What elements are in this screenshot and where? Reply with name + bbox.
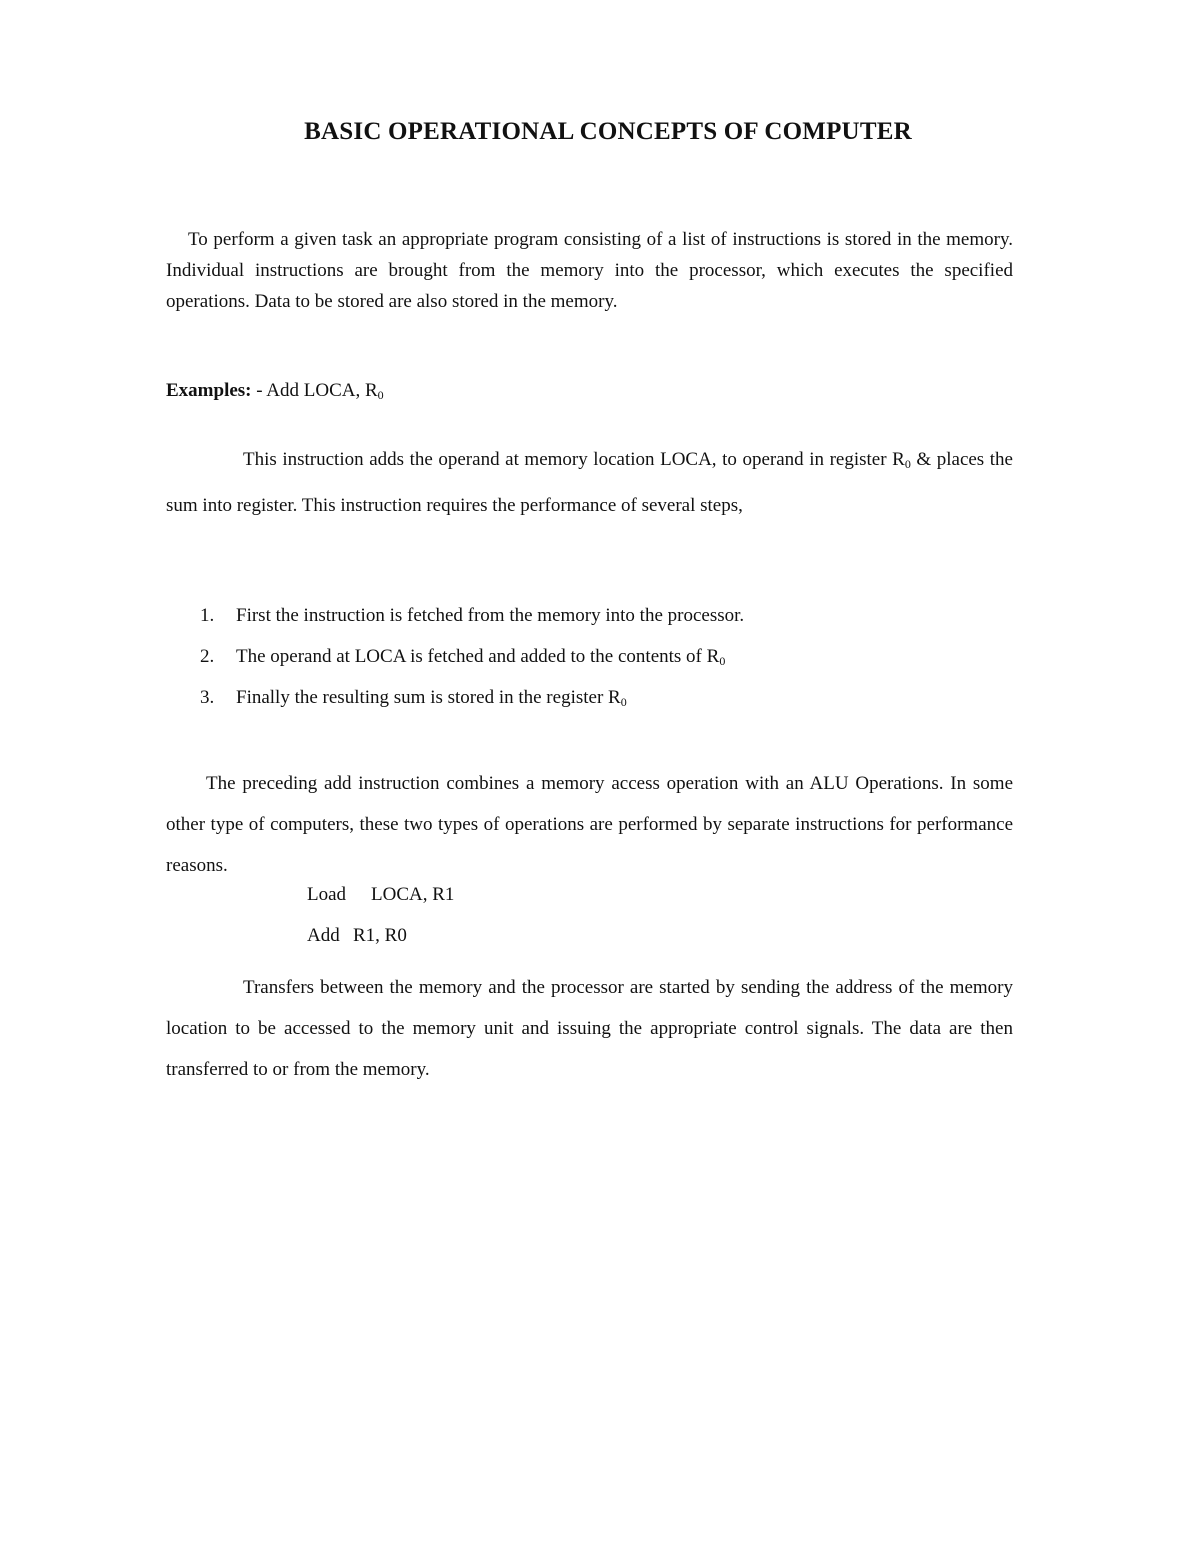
document-title: BASIC OPERATIONAL CONCEPTS OF COMPUTER [304, 118, 912, 145]
code-line [307, 925, 707, 947]
transfers-paragraph [166, 967, 1013, 1090]
step-text: Finally the resulting sum is stored in the register R [236, 687, 621, 708]
explanation-part2: & places the sum into register. This instruction requires the performance of several steps, [166, 449, 1013, 516]
code-op: Add [307, 925, 340, 946]
step-number: 3. [200, 687, 215, 708]
example-label: Examples: [166, 380, 252, 401]
step-subscript: 0 [719, 654, 726, 668]
code-op: Load [307, 884, 347, 905]
step-number: 1. [200, 605, 215, 626]
list-item [200, 684, 1000, 725]
code-line [307, 884, 707, 906]
explanation-paragraph [166, 439, 1013, 526]
intro-paragraph [166, 224, 1013, 317]
explanation-subscript: 0 [904, 457, 911, 471]
step-text: The operand at LOCA is fetched and added to the contents of R [236, 646, 720, 667]
explanation-part1: This instruction adds the operand at memory location LOCA, to operand in register R [243, 449, 905, 470]
code-args: LOCA, R1 [371, 884, 455, 905]
preceding-paragraph [166, 763, 1013, 886]
example-subscript: 0 [377, 388, 384, 402]
steps-list [200, 602, 1000, 725]
step-text: First the instruction is fetched from the memory into the processor. [236, 605, 745, 626]
example-instruction: Add LOCA, R [266, 380, 378, 401]
list-item [200, 643, 1000, 684]
step-number: 2. [200, 646, 215, 667]
example-line [166, 380, 1013, 403]
example-dash: - [251, 380, 267, 401]
preceding-text: The preceding add instruction combines a memory access operation with an ALU Operations. In some other type of computers, these two types of operations are performed by separate instructions for performance reasons. [166, 773, 1013, 876]
intro-text: To perform a given task an appropriate program consisting of a list of instructions is stored in the memory. Individual instructions are brought from the memory into the processor, which executes the specified operations. Data to be stored are also stored in the memory. [166, 229, 1013, 312]
step-subscript: 0 [620, 695, 627, 709]
list-item [200, 602, 1000, 643]
code-args: R1, R0 [353, 925, 407, 946]
transfers-text: Transfers between the memory and the processor are started by sending the address of the memory location to be accessed to the memory unit and issuing the appropriate control signals. The data are then transferred to or from the memory. [166, 977, 1013, 1080]
